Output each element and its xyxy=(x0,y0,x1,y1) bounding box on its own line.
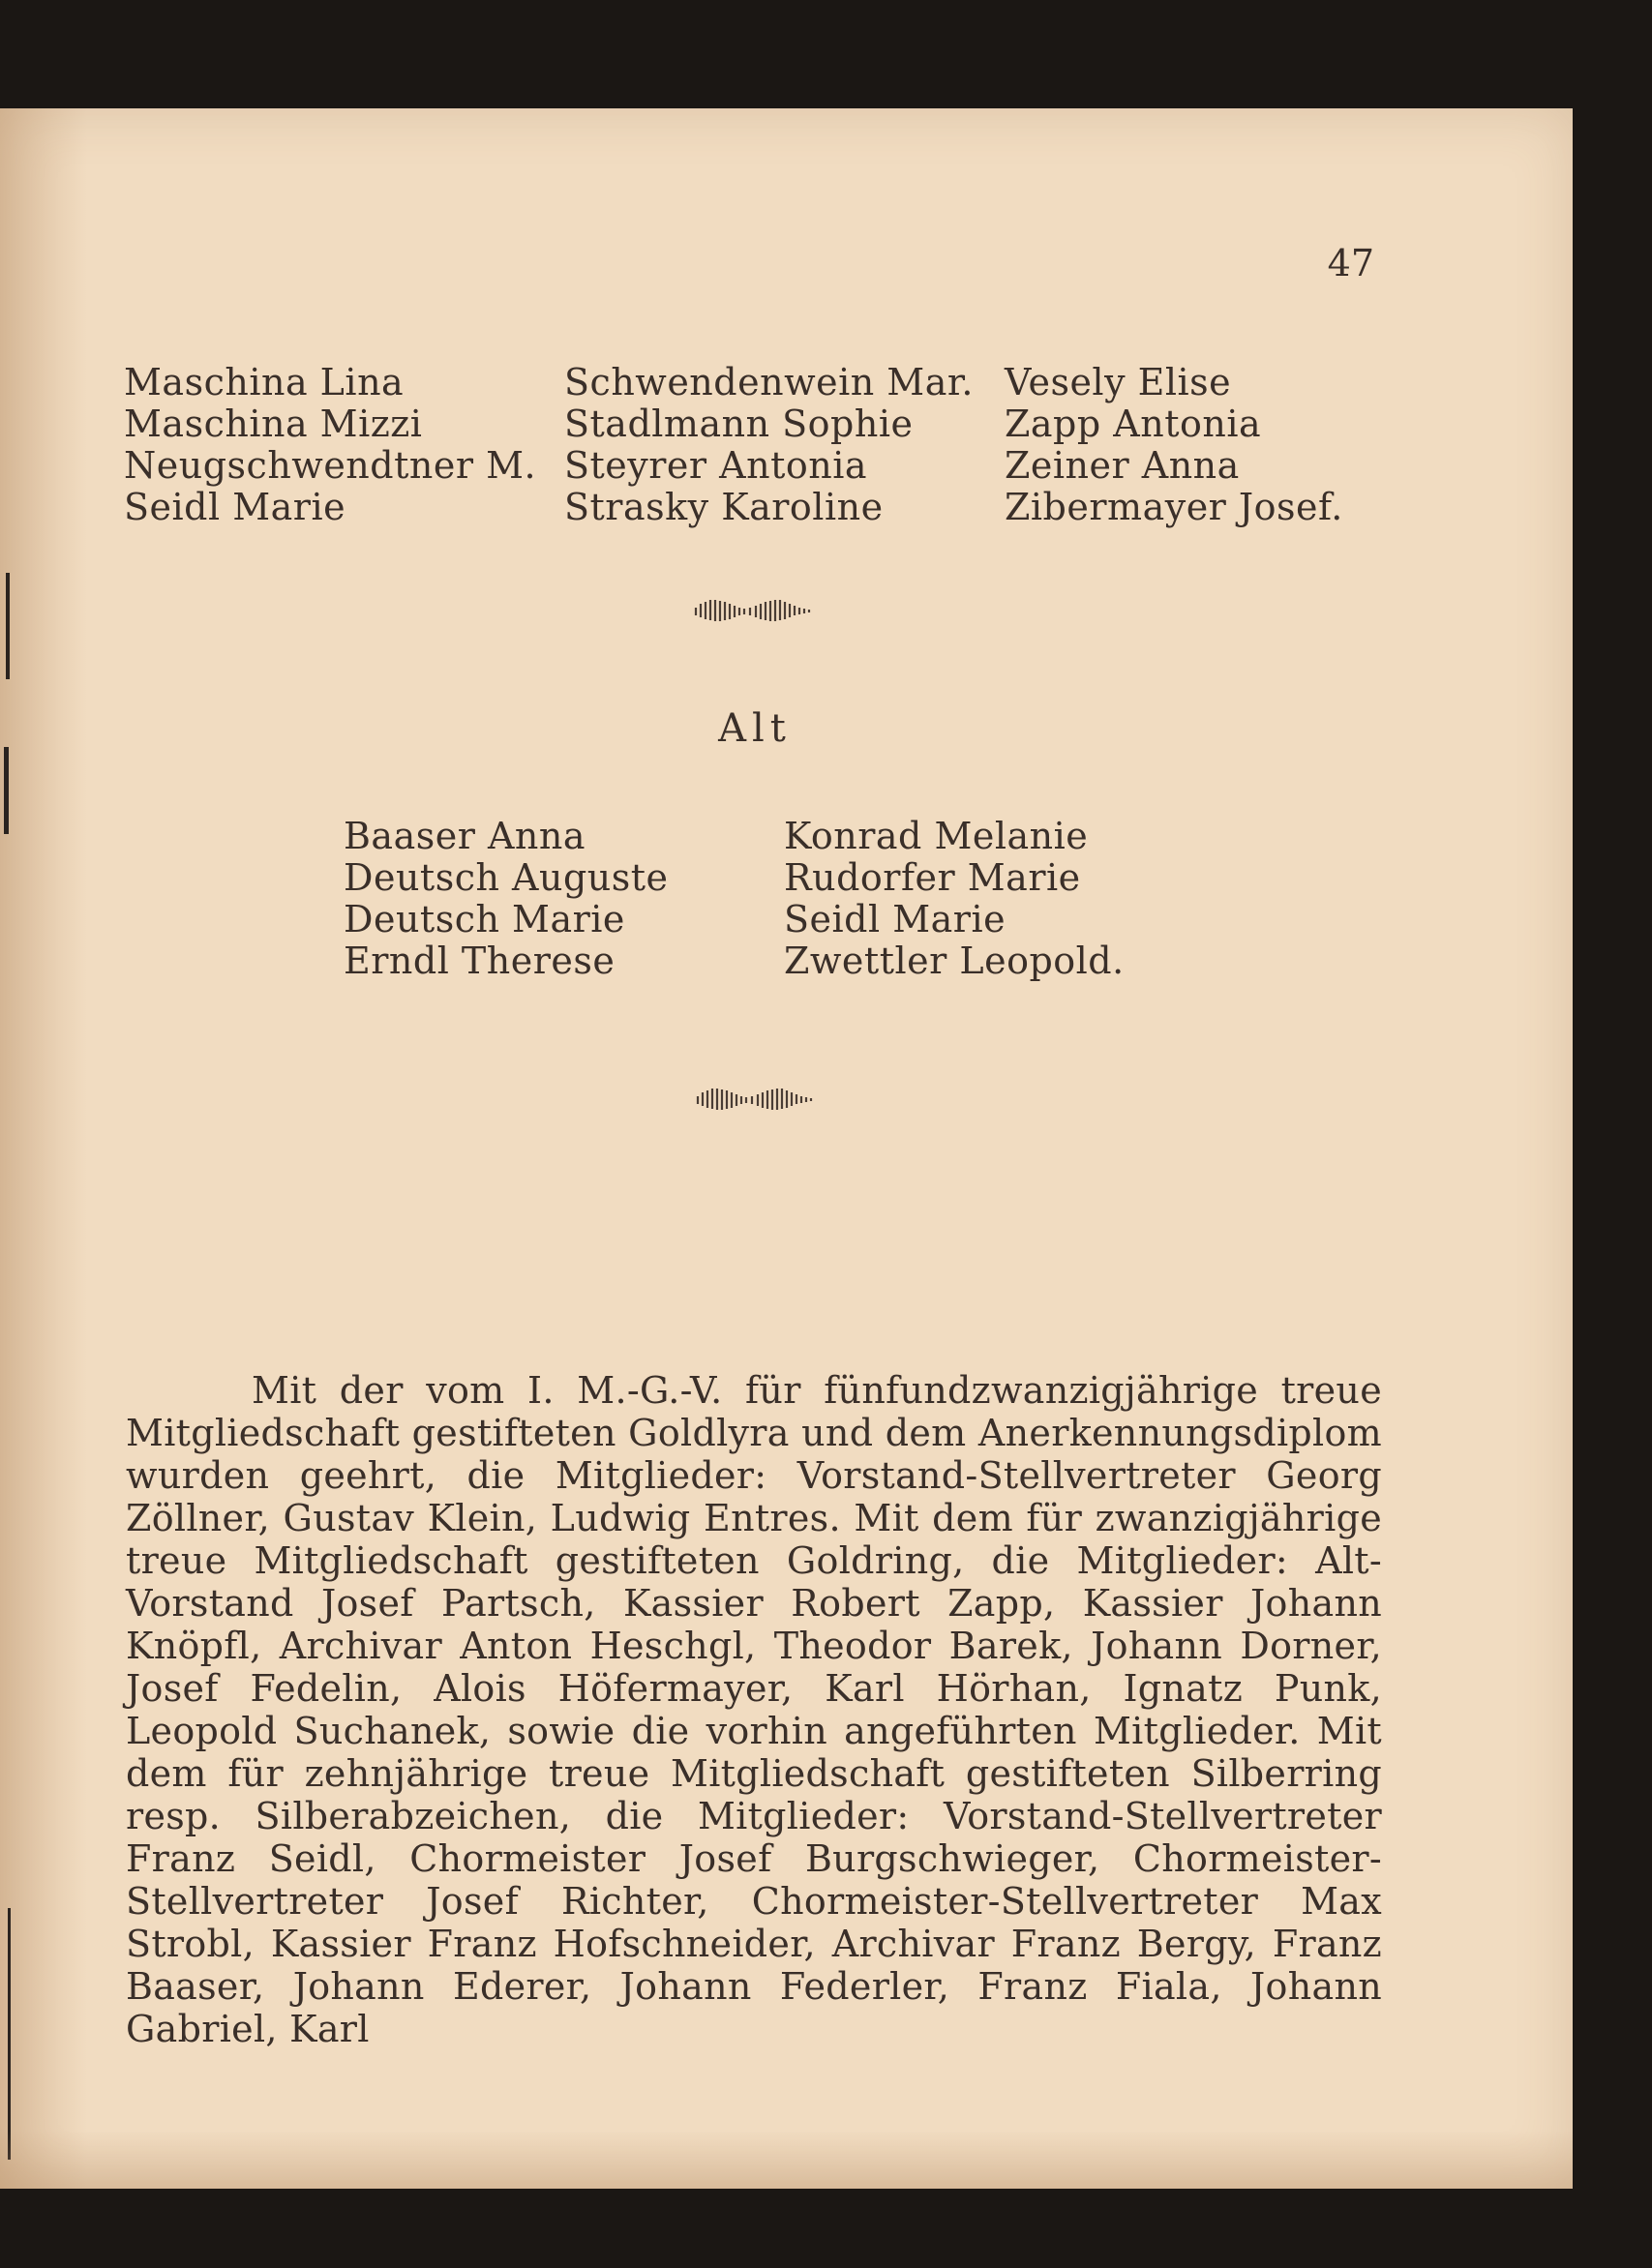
ornament-divider-icon xyxy=(694,1083,820,1114)
soprano-list-column-3 xyxy=(1005,362,1343,528)
list-item: Schwendenwein Mar. xyxy=(564,361,974,403)
soprano-list-column-2 xyxy=(564,362,974,528)
binding-edge-mark xyxy=(6,573,10,679)
list-item: Konrad Melanie xyxy=(784,815,1089,857)
soprano-list-column-1 xyxy=(124,362,536,528)
list-item: Zibermayer Josef. xyxy=(1005,486,1343,528)
section-heading-alt: Alt xyxy=(718,706,792,751)
list-item: Stadlmann Sophie xyxy=(564,403,914,445)
list-item: Neugschwendtner M. xyxy=(124,444,537,487)
binding-edge-mark xyxy=(8,1908,11,2160)
ornament-divider-icon xyxy=(692,594,818,625)
list-item: Seidl Marie xyxy=(124,486,346,528)
book-page xyxy=(0,108,1573,2189)
list-item: Erndl Therese xyxy=(344,940,616,982)
page-number: 47 xyxy=(1327,242,1374,284)
list-item: Zwettler Leopold. xyxy=(784,940,1125,982)
list-item: Seidl Marie xyxy=(784,898,1006,940)
list-item: Rudorfer Marie xyxy=(784,856,1081,899)
honors-paragraph: Mit der vom I. M.-G.-V. für fünfundzwanzigjährige treue Mitgliedschaft gestifteten Goldlyra und dem Anerkennungsdiplom wurden geehrt, die Mitglieder: Vorstand-Stellvertreter Georg Zöllner, Gustav Klein, Ludwig Entres. Mit dem für zwanzigjährige treue Mitgliedschaft gestifteten Goldring, die Mitglieder: Alt-Vorstand Josef Partsch, Kassier Robert Zapp, Kassier Johann Knöpfl, Archivar Anton Heschgl, Theodor Barek, Johann Dorner, Josef Fedelin, Alois Höfermayer, Karl Hörhan, Ignatz Punk, Leopold Suchanek, sowie die vorhin angeführten Mitglieder. Mit dem für zehnjährige treue Mitgliedschaft gestifteten Silberring resp. Silberabzeichen, die Mitglieder: Vorstand-Stellvertreter Franz Seidl, Chormeister Josef Burgschwieger, Chormeister-Stellvertreter Josef Richter, Chormeister-Stellvertreter Max Strobl, Kassier Franz Hofschneider, Archivar Franz Bergy, Franz Baaser, Johann Ederer, Johann Federler, Franz Fiala, Johann Gabriel, Karl xyxy=(126,1369,1382,2050)
list-item: Zapp Antonia xyxy=(1005,403,1262,445)
list-item: Deutsch Auguste xyxy=(344,856,669,899)
list-item: Baaser Anna xyxy=(344,815,586,857)
list-item: Maschina Mizzi xyxy=(124,403,423,445)
list-item: Strasky Karoline xyxy=(564,486,884,528)
list-item: Steyrer Antonia xyxy=(564,444,868,487)
binding-edge-mark xyxy=(4,747,9,834)
list-item: Zeiner Anna xyxy=(1005,444,1240,487)
list-item: Maschina Lina xyxy=(124,361,405,403)
list-item: Vesely Elise xyxy=(1005,361,1232,403)
alt-list-column-2 xyxy=(784,816,1125,982)
alt-list-column-1 xyxy=(344,816,669,982)
list-item: Deutsch Marie xyxy=(344,898,625,940)
